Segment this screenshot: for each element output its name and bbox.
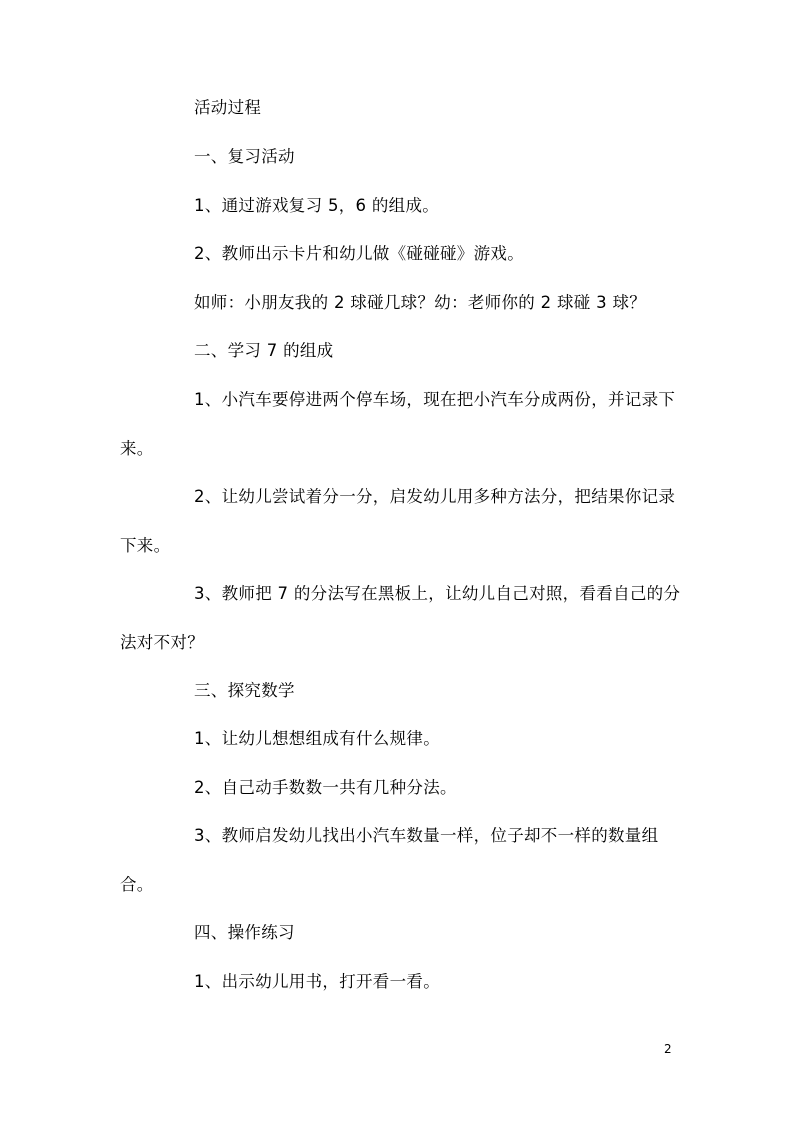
page-number: 2: [664, 1042, 672, 1056]
paragraph: 2、让幼儿尝试着分一分，启发幼儿用多种方法分，把结果你记录下来。: [120, 487, 676, 555]
paragraph: 2、教师出示卡片和幼儿做《碰碰碰》游戏。: [194, 244, 524, 263]
section-title: 活动过程: [194, 98, 262, 117]
heading-learn: 二、学习 7 的组成: [194, 341, 334, 360]
paragraph: 1、通过游戏复习 5，6 的组成。: [194, 196, 440, 215]
paragraph: 3、教师启发幼儿找出小汽车数量一样，位子却不一样的数量组合。: [120, 826, 659, 894]
paragraph: 1、让幼儿想想组成有什么规律。: [194, 729, 440, 748]
paragraph: 1、出示幼儿用书，打开看一看。: [194, 972, 440, 991]
heading-review: 一、复习活动: [194, 147, 295, 166]
paragraph: 如师：小朋友我的 2 球碰几球？幼：老师你的 2 球碰 3 球？: [194, 293, 647, 312]
heading-explore: 三、探究数学: [194, 681, 295, 700]
paragraph: 1、小汽车要停进两个停车场，现在把小汽车分成两份，并记录下来。: [120, 390, 676, 458]
heading-practice: 四、操作练习: [194, 923, 295, 942]
paragraph: 2、自己动手数数一共有几种分法。: [194, 778, 457, 797]
paragraph: 3、教师把 7 的分法写在黑板上，让幼儿自己对照，看看自己的分法对不对？: [120, 584, 681, 652]
